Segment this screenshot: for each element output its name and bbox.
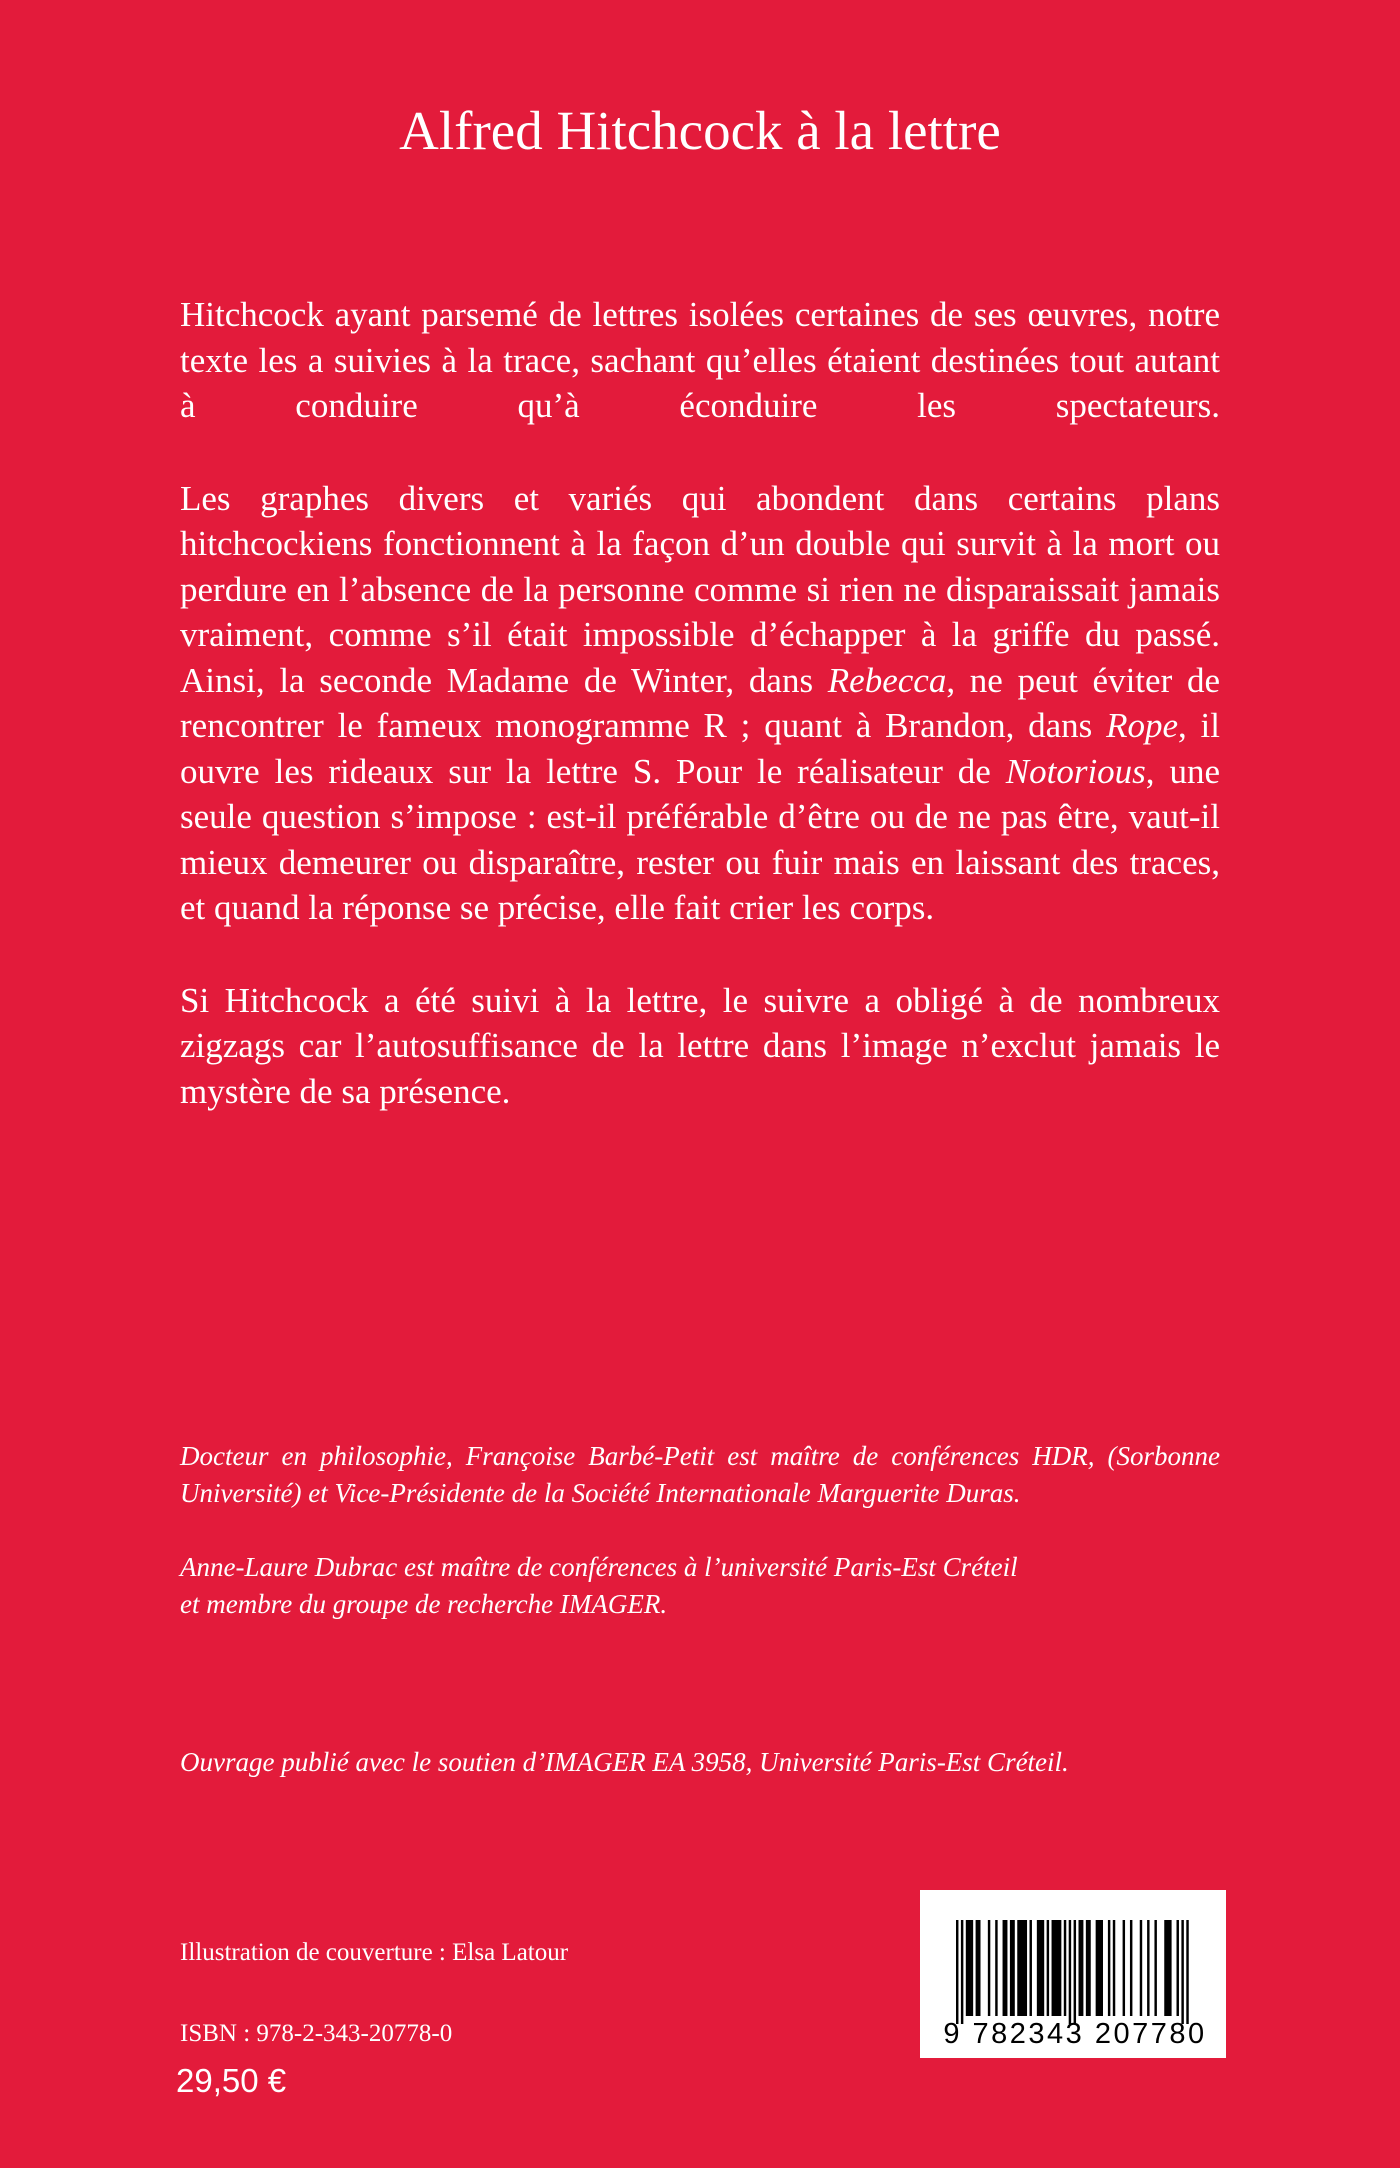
book-price: 29,50 € [176, 2062, 287, 2099]
barcode-bar [1123, 1920, 1125, 2016]
barcode-guard-bar [1069, 1920, 1071, 2024]
barcode-bar [1164, 1920, 1171, 2016]
barcode-bar [1052, 1920, 1062, 2016]
barcode-bar [1130, 1920, 1132, 2016]
blurb-paragraph-1: Hitchcock ayant parsemé de lettres isolées certaines de ses œuvres, notre texte les a suivies à la trace, sachant qu’elles étaient destinées tout autant à conduire qu’à éconduire les spectateurs. [180, 295, 1220, 425]
barcode-guard-bar [956, 1920, 958, 2024]
barcode-bar [1113, 1920, 1115, 2016]
barcode-bar [1003, 1920, 1008, 2016]
blurb-p2-text-4: , une seule question s’impose : est-il préférable d’être ou de ne pas être, vaut-il mieux demeurer ou disparaître, rester ou fuir mais en laissant des traces, et quand la réponse se précise, elle fait crier les corps. [180, 751, 1220, 927]
barcode-bar [1017, 1920, 1027, 2016]
barcode-bar [1096, 1920, 1103, 2016]
barcode-bar [1108, 1920, 1110, 2016]
barcode-bar [995, 1920, 997, 2016]
barcode-bar [1140, 1920, 1142, 2016]
author-bio-barbe-petit: Docteur en philosophie, Françoise Barbé-Petit est maître de conférences HDR, (Sorbonne Université) et Vice-Présidente de la Société Internationale Marguerite Duras. [180, 1441, 1220, 1508]
isbn-number: ISBN : 978-2-343-20778-0 [180, 2020, 453, 2047]
barcode-bar [1079, 1920, 1084, 2016]
barcode-bar [1047, 1920, 1049, 2016]
cover-illustration-credit: Illustration de couverture : Elsa Latour [180, 1939, 569, 1966]
author-bios [180, 1438, 1220, 1660]
blurb-paragraph-2 [180, 476, 1220, 931]
barcode-bar [1010, 1920, 1015, 2016]
barcode-guard-bar [1181, 1920, 1183, 2024]
author-bio-dubrac [180, 1549, 1220, 1623]
film-title-rebecca: Rebecca [827, 660, 947, 700]
barcode-bar [1147, 1920, 1149, 2016]
barcode-bar [1064, 1920, 1066, 2016]
blurb-p2-text-3: , il ouvre les rideaux sur la lettre S. Pour le réalisateur de [180, 706, 1221, 791]
publication-support-note: Ouvrage publié avec le soutien d’IMAGER EA 3958, Université Paris-Est Créteil. [180, 1747, 1069, 1777]
barcode-bar [988, 1920, 990, 2016]
film-title-rope: Rope [1106, 706, 1179, 745]
author-bio-dubrac-line-2: et membre du groupe de recherche IMAGER. [180, 1589, 668, 1619]
barcode-guard-bar [1074, 1920, 1076, 2024]
back-cover-blurb [180, 292, 1220, 1161]
blurb-p2-text-2: , ne peut éviter de rencontrer le fameux monogramme R ; quant à Brandon, dans [180, 660, 1220, 745]
author-bio-dubrac-line-1: Anne-Laure Dubrac est maître de conférences à l’université Paris-Est Créteil [180, 1552, 1018, 1582]
blurb-p2-text-1: Les graphes divers et variés qui abondent dans certains plans hitchcockiens fonctionnent à la façon d’un double qui survit à la mort ou perdure en l’absence de la personne comme si rien ne disparaissait jamais vraiment, comme s’il était impossible d’échapper à la griffe du passé. Ainsi, la seconde Madame de Winter, dans [180, 478, 1220, 700]
film-title-notorious: Notorious [1005, 751, 1146, 791]
barcode-panel [920, 1890, 1226, 2058]
barcode-guard-bar [961, 1920, 963, 2024]
barcode-bar [1177, 1920, 1179, 2016]
barcode-digits: 9 782343 207780 [943, 2018, 1207, 2050]
blurb-paragraph-3: Si Hitchcock a été suivi à la lettre, le suivre a obligé à de nombreux zigzags car l’autosuffisance de la lettre dans l’image n’exclut jamais le mystère de sa présence. [180, 980, 1220, 1111]
barcode-bar [1037, 1920, 1044, 2016]
barcode-bar [1086, 1920, 1091, 2016]
barcode-bar [966, 1920, 973, 2016]
barcode-bar [1154, 1920, 1156, 2016]
barcode-bar [1030, 1920, 1032, 2016]
barcode-guard-bar [1186, 1920, 1188, 2024]
barcode-bar [976, 1920, 981, 2016]
book-title: Alfred Hitchcock à la lettre [399, 100, 1001, 161]
